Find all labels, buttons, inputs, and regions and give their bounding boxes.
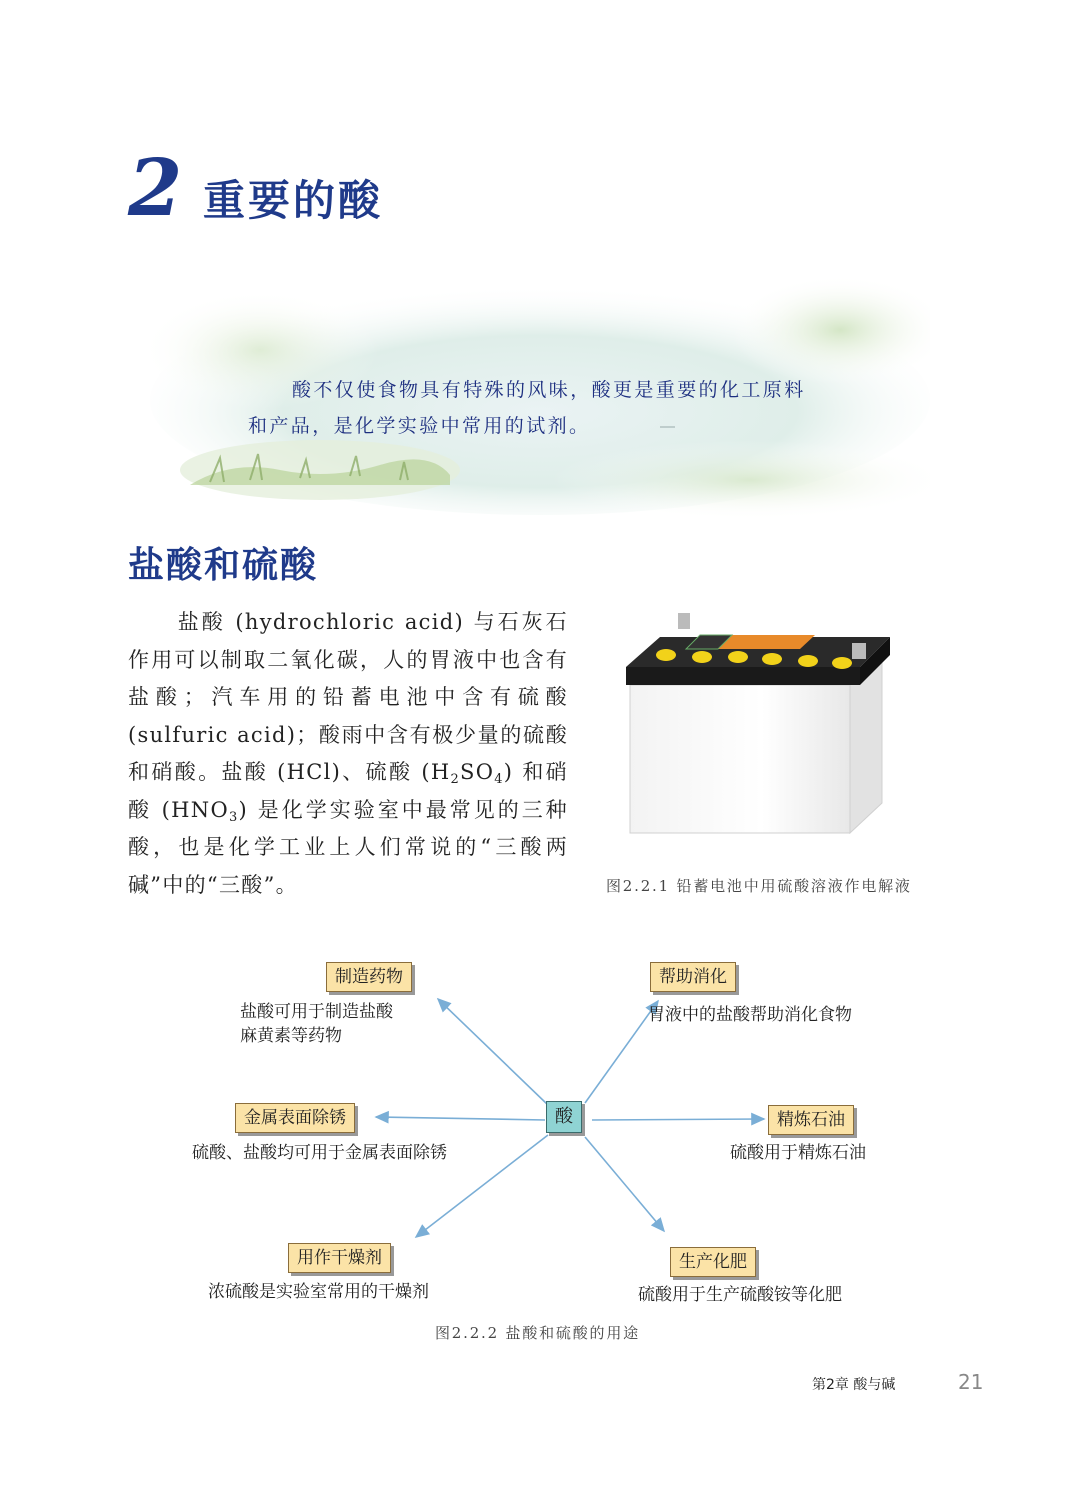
subscript-4: 4 — [494, 772, 504, 787]
desc-petroleum: 硫酸用于精炼石油 — [730, 1143, 866, 1163]
body-part-1: 盐酸 (hydrochloric acid) 与石灰石作用可以制取二氧化碳，人的胃液中也含有盐酸；汽车用的铅蓄电池中含有硫酸 (sulfuric acid)；酸雨中含有极少量的硫酸和硝酸。盐酸 (HCl)、硫酸 (H — [128, 610, 568, 784]
body-part-3: ) 是化学实验室中最常见的三种酸，也是化学工业上人们常说的“三酸两碱”中的“三酸”。 — [128, 797, 568, 897]
page-number: 21 — [958, 1370, 984, 1394]
section-title: 重要的酸 — [203, 176, 384, 225]
arrow-to-petroleum — [592, 1119, 764, 1120]
body-so: SO — [460, 760, 495, 784]
lead-acid-battery-image — [620, 605, 900, 840]
node-desiccant: 用作干燥剂 — [288, 1243, 391, 1273]
subscript-3: 3 — [228, 809, 239, 825]
acid-uses-diagram — [180, 945, 920, 1325]
body-paragraph — [128, 604, 568, 904]
intro-line-2: 和产品，是化学实验中常用的试剂。 — [248, 415, 591, 437]
body-part-2: ) 和硝酸 (HNO — [128, 760, 568, 822]
arrow-to-medicine — [438, 999, 548, 1105]
node-petroleum: 精炼石油 — [768, 1105, 854, 1135]
desc-medicine-2: 麻黄素等药物 — [240, 1026, 342, 1046]
desc-rust-removal: 硫酸、盐酸均可用于金属表面除锈 — [192, 1143, 447, 1163]
figure-2-caption: 图2.2.2 盐酸和硫酸的用途 — [435, 1324, 640, 1342]
node-fertilizer: 生产化肥 — [670, 1247, 756, 1277]
desc-desiccant: 浓硫酸是实验室常用的干燥剂 — [208, 1282, 429, 1302]
intro-line-1: 酸不仅使食物具有特殊的风味，酸更是重要的化工原料 — [292, 379, 806, 401]
node-medicine: 制造药物 — [326, 962, 412, 992]
node-rust-removal: 金属表面除锈 — [235, 1103, 355, 1133]
section-number: 2 — [128, 143, 183, 234]
arrow-to-rust-removal — [376, 1117, 545, 1120]
figure-1-caption: 图2.2.1 铅蓄电池中用硫酸溶液作电解液 — [606, 877, 912, 895]
desc-fertilizer: 硫酸用于生产硫酸铵等化肥 — [638, 1285, 842, 1305]
arrow-to-fertilizer — [585, 1137, 664, 1231]
subscript-2: 2 — [450, 772, 461, 787]
intro-text — [248, 372, 848, 444]
footer-chapter: 第2章 酸与碱 — [812, 1377, 896, 1393]
node-digestion: 帮助消化 — [650, 962, 736, 992]
center-node-acid: 酸 — [546, 1101, 582, 1133]
desc-digestion: 胃液中的盐酸帮助消化食物 — [648, 1005, 852, 1025]
subsection-title: 盐酸和硫酸 — [128, 545, 319, 586]
desc-medicine-1: 盐酸可用于制造盐酸 — [240, 1002, 393, 1022]
